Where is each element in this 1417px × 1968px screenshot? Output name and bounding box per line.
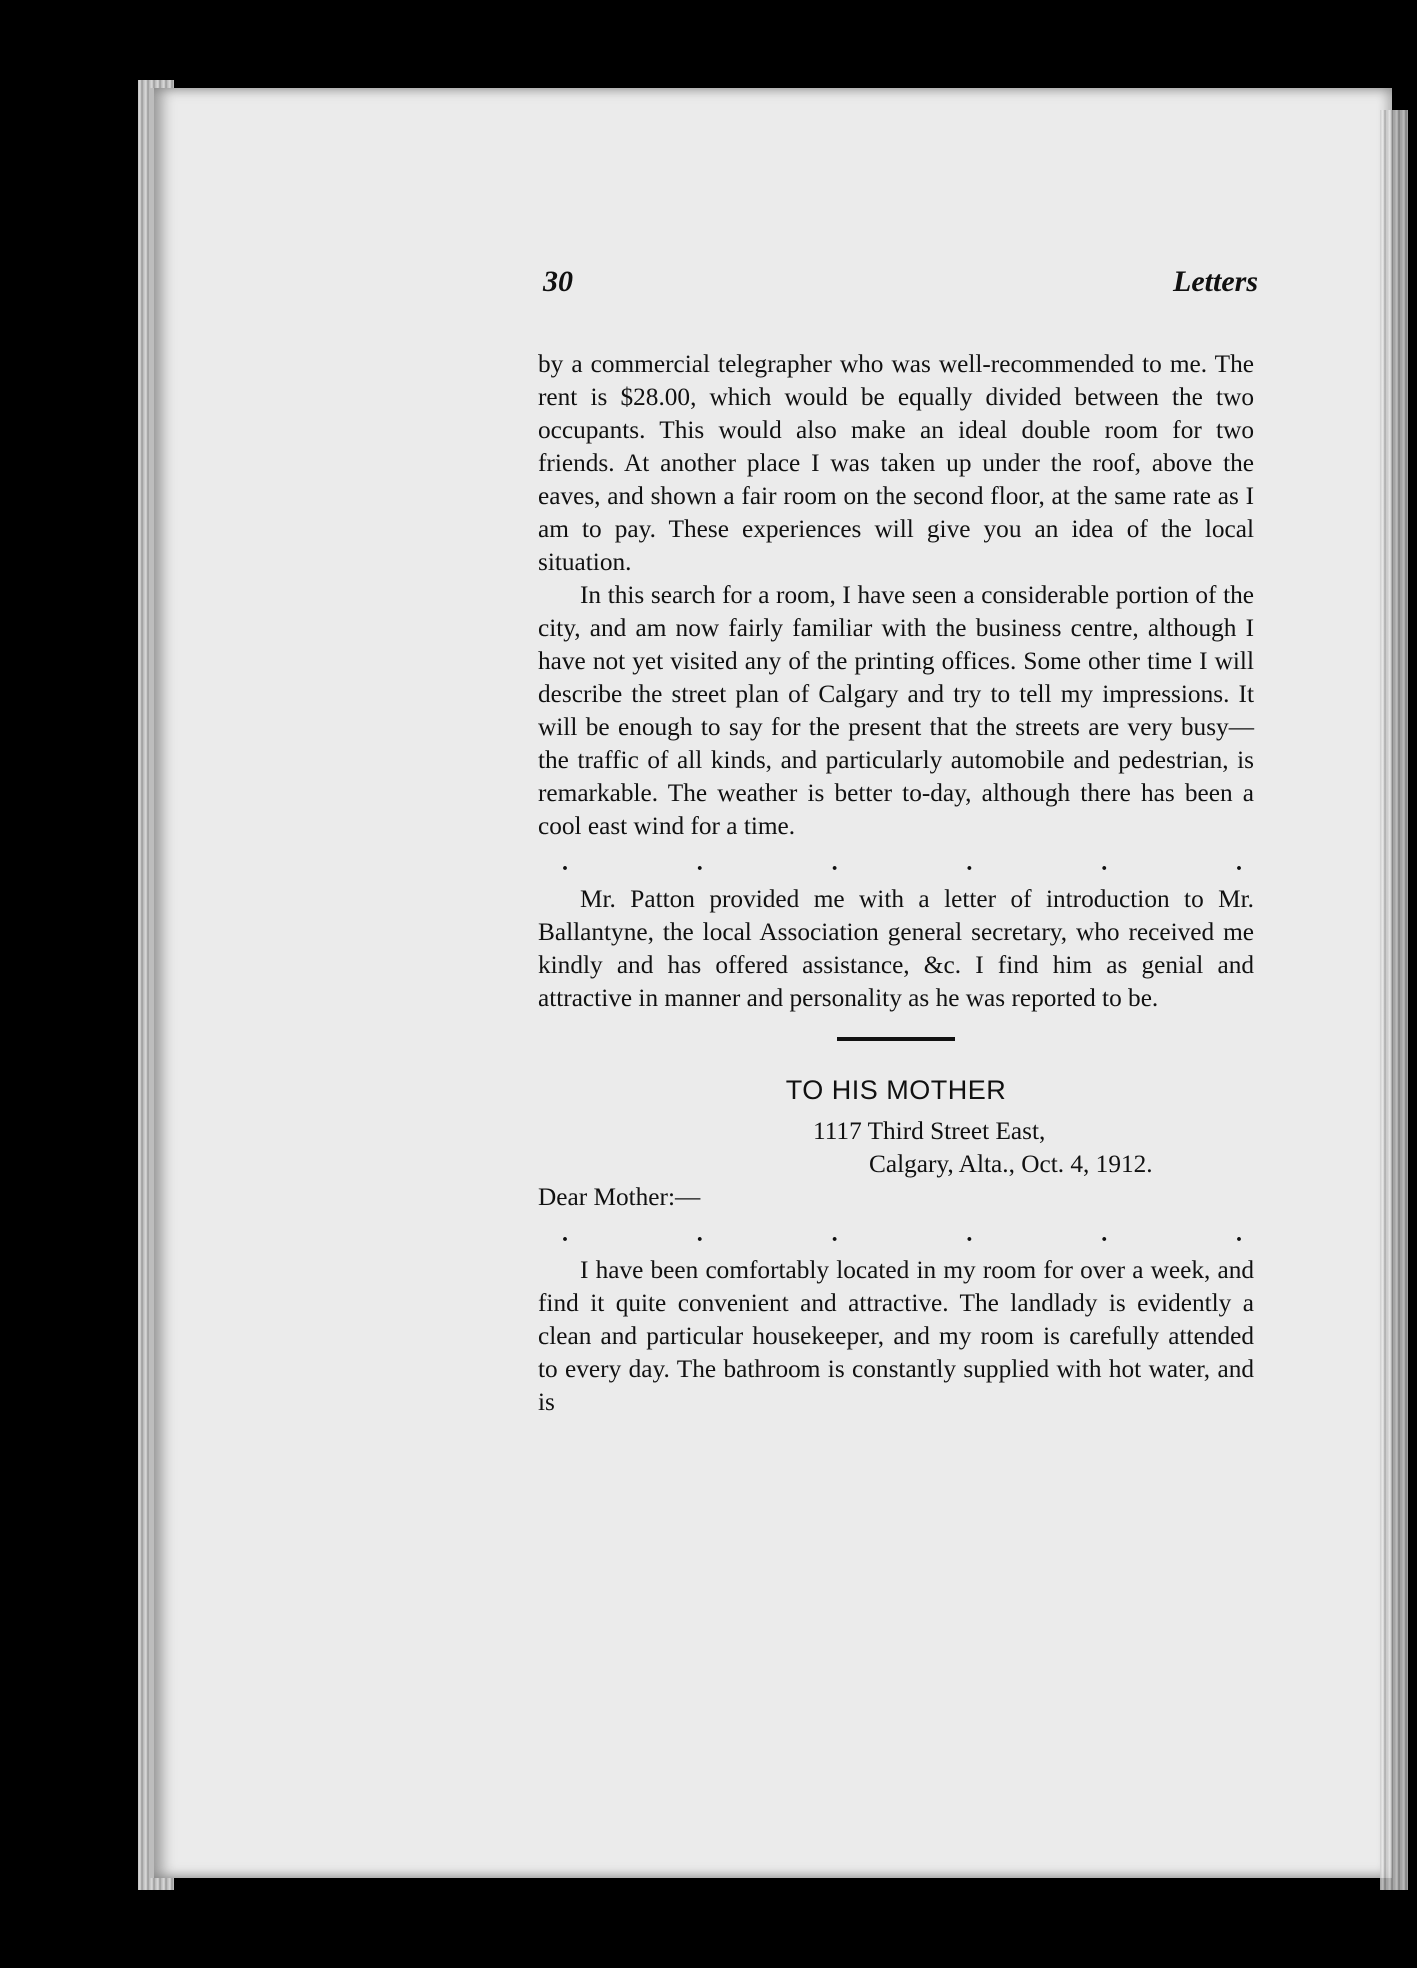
page-number: 30 (543, 265, 573, 298)
letter-address (813, 1115, 1254, 1181)
address-line-2: Calgary, Alta., Oct. 4, 1912. (869, 1150, 1153, 1178)
salutation: Dear Mother:— (538, 1183, 701, 1211)
ellipsis-dot: . (966, 1220, 973, 1247)
page-text (538, 348, 1254, 1419)
ellipsis-dot: . (562, 849, 568, 876)
ellipsis-dot: . (1235, 1220, 1242, 1247)
ellipsis-row (538, 1214, 1254, 1254)
address-line-1: 1117 Third Street East, (813, 1117, 1046, 1145)
ellipsis-row (538, 843, 1254, 883)
ellipsis-dot: . (696, 849, 703, 876)
ellipsis-dot: . (1235, 849, 1242, 876)
section-divider (837, 1037, 955, 1041)
page-header (543, 265, 1258, 305)
paragraph-continued: by a commercial telegrapher who was well-recommended to me. The rent is $28.00, which would be equally divided between the two occupants. This would also make an ideal double room for two friends. At another place I was taken up under the roof, above the eaves, and shown a fair room on the second floor, at the same rate as I am to pay. These experiences will give you an idea of the local situation. (538, 350, 1254, 576)
letter-heading: TO HIS MOTHER (785, 1075, 1007, 1105)
paragraph-introduction: Mr. Patton provided me with a letter of introduction to Mr. Ballantyne, the local Association general secretary, who received me kindly and has offered assistance, &c. I find him as genial and attractive in manner and personality as he was reported to be. (538, 885, 1254, 1012)
paragraph-room-search: In this search for a room, I have seen a considerable portion of the city, and am now fairly familiar with the business centre, although I have not yet visited any of the printing offices. Some other time I will describe the street plan of Calgary and try to tell my impressions. It will be enough to say for the present that the streets are very busy—the traffic of all kinds, and particularly automobile and pedestrian, is remarkable. The weather is better to-day, although there has been a cool east wind for a time. (538, 581, 1254, 840)
ellipsis-dot: . (831, 849, 838, 876)
ellipsis-dot: . (562, 1220, 568, 1247)
ellipsis-dot: . (1101, 849, 1108, 876)
running-head: Letters (1173, 265, 1258, 298)
paragraph-letter-body: I have been comfortably located in my room for over a week, and find it quite convenient and attractive. The landlady is evidently a clean and particular housekeeper, and my room is carefully attended to every day. The bathroom is constantly supplied with hot water, and is (538, 1256, 1254, 1416)
ellipsis-dot: . (831, 1220, 838, 1247)
ellipsis-dot: . (696, 1220, 703, 1247)
book-edge-right (1380, 110, 1408, 1890)
ellipsis-dot: . (966, 849, 973, 876)
ellipsis-dot: . (1101, 1220, 1108, 1247)
